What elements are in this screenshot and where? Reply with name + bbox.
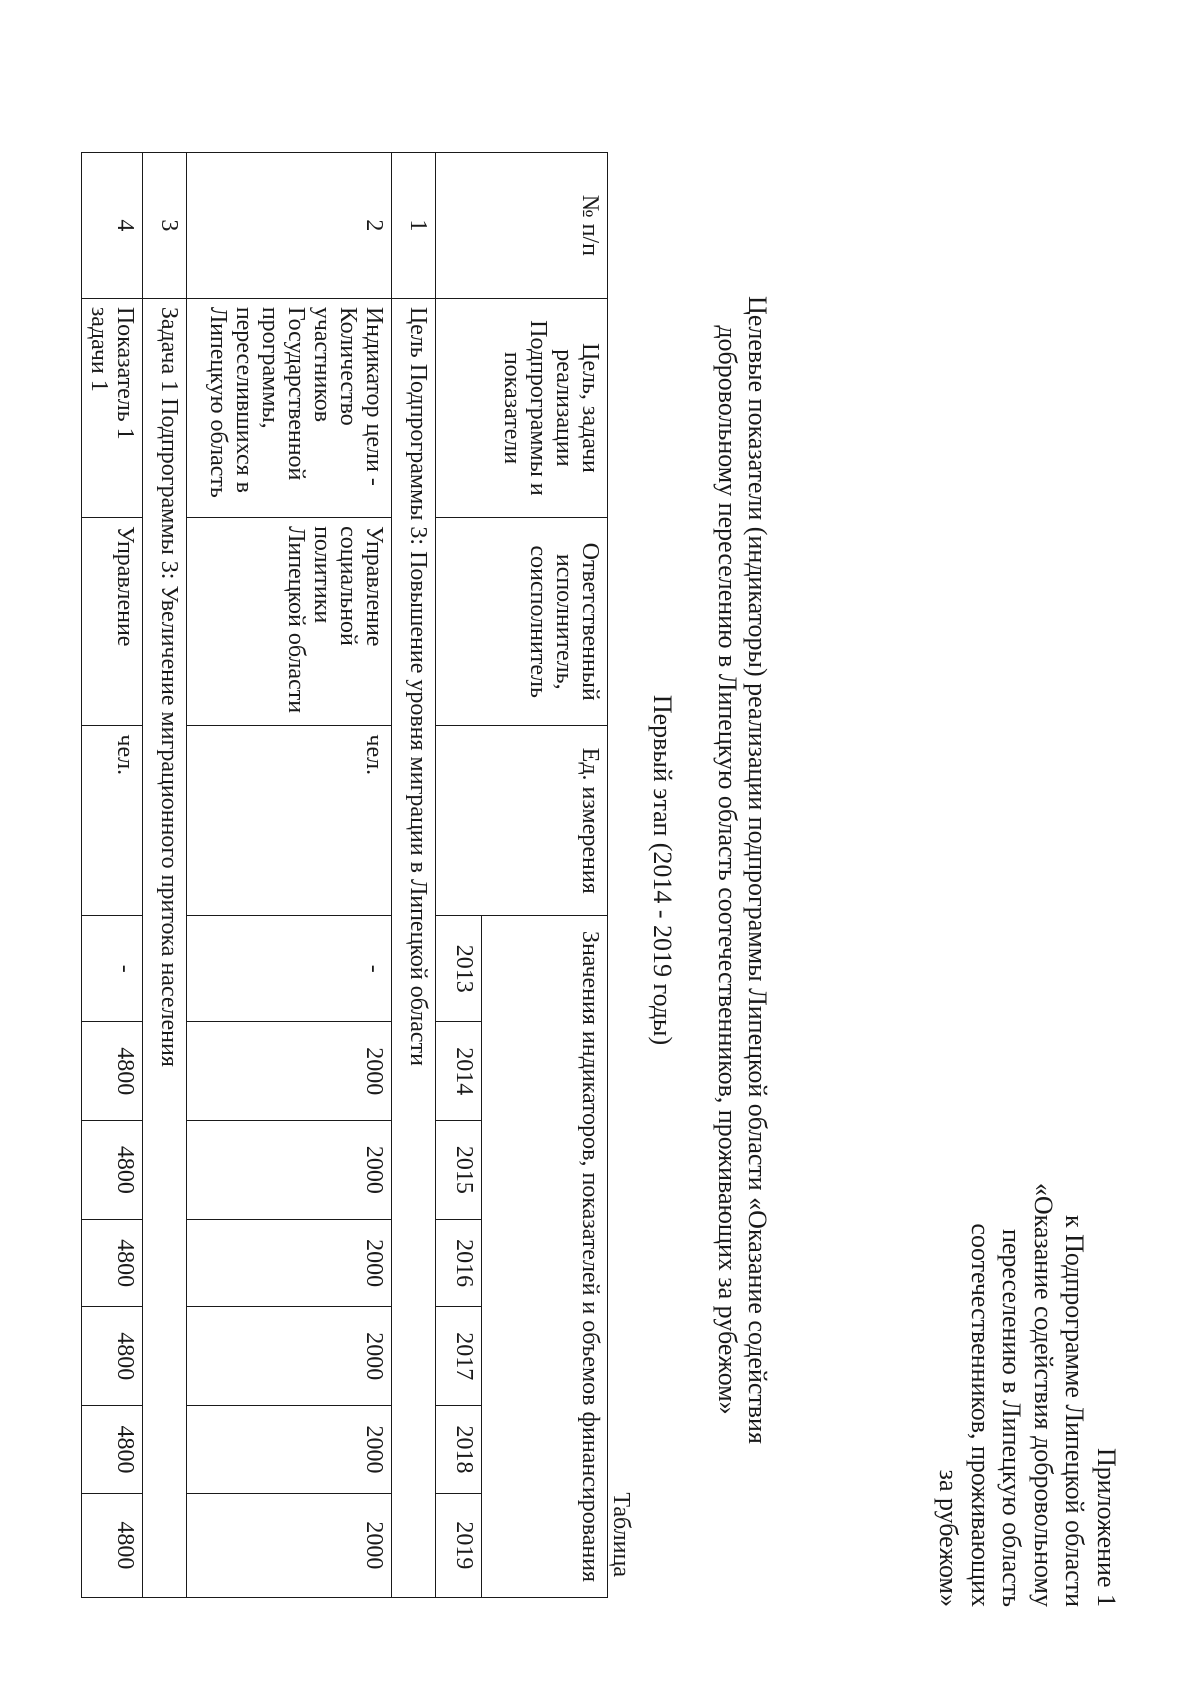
row-num: 4 [82, 153, 143, 299]
header-unit: Ед. измерения [436, 726, 608, 916]
unit: чел. [82, 726, 143, 916]
header-values-group: Значения индикаторов, показателей и объемов финансирования [482, 916, 608, 1598]
appendix-header [933, 1047, 1122, 1607]
value-cell: 2000 [187, 1022, 392, 1121]
document-title [712, 160, 772, 1580]
header-responsible: Ответственный исполнитель, соисполнитель [436, 518, 608, 726]
appendix-line: соотечественников, проживающих [966, 1223, 995, 1607]
table-row [187, 153, 392, 1598]
indicator-description: Индикатор цели - Количество участников Государственной программы, переселившихся в Липецкую область [187, 298, 392, 517]
value-cell: 2000 [187, 1406, 392, 1494]
title-line: добровольному переселению в Липецкую область соотечественников, проживающих за рубежом» [713, 325, 742, 1415]
responsible-executor: Управление [82, 518, 143, 726]
header-year: 2017 [436, 1307, 482, 1406]
header-year: 2014 [436, 1022, 482, 1121]
table-row [143, 153, 187, 1598]
indicator-description: Показатель 1 задачи 1 [82, 298, 143, 517]
value-cell: - [82, 916, 143, 1022]
value-cell: - [187, 916, 392, 1022]
header-year: 2015 [436, 1121, 482, 1220]
value-cell: 2000 [187, 1219, 392, 1307]
value-cell: 4800 [82, 1022, 143, 1121]
table-header-row [482, 153, 608, 1598]
header-year: 2019 [436, 1493, 482, 1597]
appendix-line: к Подпрограмме Липецкой области [1060, 1214, 1090, 1607]
row-num: 3 [143, 153, 187, 299]
value-cell: 2000 [187, 1121, 392, 1220]
value-cell: 4800 [82, 1121, 143, 1220]
header-year: 2016 [436, 1219, 482, 1307]
value-cell: 4800 [82, 1307, 143, 1406]
appendix-line: «Оказание содействия добровольному [1029, 1182, 1058, 1607]
value-cell: 4800 [82, 1493, 143, 1597]
value-cell: 2000 [187, 1307, 392, 1406]
appendix-line: Приложение 1 [1092, 1447, 1121, 1607]
stage-subtitle: Первый этап (2014 - 2019 годы) [648, 694, 677, 1046]
table-row [392, 153, 436, 1598]
goal-text: Цель Подпрограммы 3: Повышение уровня миграции в Липецкой области [392, 298, 436, 1597]
table-label: Таблица [608, 1492, 634, 1577]
table-row [82, 153, 143, 1598]
row-num: 2 [187, 153, 392, 299]
indicators-table [81, 152, 608, 1598]
header-num: № п/п [436, 153, 608, 299]
header-goal: Цель, задачи реализации Подпрограммы и показатели [436, 298, 608, 517]
appendix-line: за рубежом» [934, 1469, 964, 1607]
value-cell: 4800 [82, 1406, 143, 1494]
task-text: Задача 1 Подпрограммы 3: Увеличение миграционного притока населения [143, 298, 187, 1597]
unit: чел. [187, 726, 392, 916]
appendix-line: переселению в Липецкую область [997, 1228, 1027, 1607]
header-year: 2018 [436, 1406, 482, 1494]
row-num: 1 [392, 153, 436, 299]
value-cell: 2000 [187, 1493, 392, 1597]
responsible-executor: Управление социальной политики Липецкой области [187, 518, 392, 726]
header-year: 2013 [436, 916, 482, 1022]
value-cell: 4800 [82, 1219, 143, 1307]
title-line: Целевые показатели (индикаторы) реализации подпрограммы Липецкой области «Оказание содействия [743, 296, 772, 1444]
